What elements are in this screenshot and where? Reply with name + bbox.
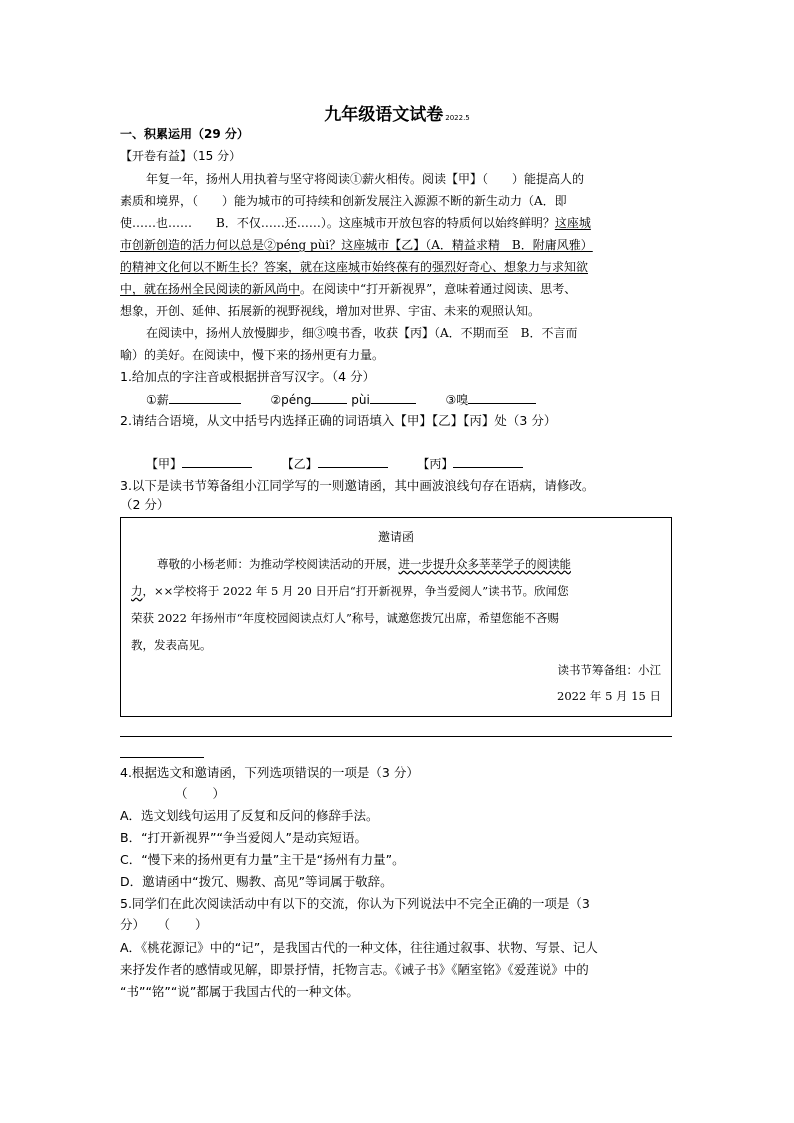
q1-blank-2[interactable] <box>311 391 347 404</box>
question-4: 4.根据选文和邀请函，下列选项错误的一项是（3 分） <box>120 765 419 780</box>
q2-label-bing: 【丙】 <box>417 457 454 471</box>
passage-line-2: 素质和境界，（ ）能为城市的可持续和创新发展注入源源不断的新生动力（A．即 <box>120 194 567 208</box>
q1-item-2: ②péng <box>270 393 312 407</box>
q4-option-a: A．选文划线句运用了反复和反问的修辞手法。 <box>120 808 379 823</box>
question-5-cont: 分） （ ） <box>120 917 208 932</box>
q1-blank-3[interactable] <box>370 391 416 404</box>
letter-line-3: 荣获 2022 年扬州市“年度校园阅读点灯人”称号，诚邀您拨冗出席，希望您能不吝赐 <box>131 611 559 625</box>
q5-option-a-line-1: A．《桃花源记》中的“记”，是我国古代的一种文体，往往通过叙事、状物、写景、记人 <box>120 940 598 955</box>
section-heading: 一、积累运用（29 分） <box>120 127 249 141</box>
passage-line-6 <box>120 281 576 297</box>
passage-line-7: 想象，开创、延伸、拓展新的视野视线，增加对世界、宇宙、未来的观照认知。 <box>120 304 541 318</box>
letter-wavy-sentence-end: 力 <box>131 584 143 598</box>
question-2: 2.请结合语境，从文中括号内选择正确的词语填入【甲】【乙】【丙】处（3 分） <box>120 413 557 428</box>
q4-option-d: D．邀请函中“拨冗、赐教、高见”等词属于敬辞。 <box>120 874 393 889</box>
q5-option-a-line-3: “书”“铭”“说”都属于我国古代的一种文体。 <box>120 984 359 999</box>
q2-blank-jia[interactable] <box>182 455 252 468</box>
passage-line-5: 的精神文化何以不断生长？答案，就在这座城市始终葆有的强烈好奇心、想象力与求知欲 <box>120 260 589 274</box>
q2-label-jia: 【甲】 <box>146 457 183 471</box>
question-2-answers <box>146 455 523 472</box>
short-divider-line <box>120 757 204 758</box>
letter-line-2 <box>131 583 569 599</box>
q2-label-yi: 【乙】 <box>281 457 318 471</box>
divider-line <box>120 736 672 737</box>
passage-line-3-text: 使……也…… B．不仅……还……）。这座城市开放包容的特质何以始终鲜明？ <box>120 216 555 230</box>
passage-line-1: 年复一年，扬州人用执着与坚守将阅读①薪火相传。阅读【甲】（ ）能提高人的 <box>146 172 585 186</box>
letter-title: 邀请函 <box>377 530 414 544</box>
q1-item-3: ③嗅 <box>445 393 469 407</box>
letter-line-1-a: 尊敬的小杨老师：为推动学校阅读活动的开展， <box>157 557 399 571</box>
q1-blank-4[interactable] <box>468 391 536 404</box>
q2-blank-yi[interactable] <box>318 455 388 468</box>
letter-wavy-sentence: 进一步提升众多莘莘学子的阅读能 <box>398 557 571 571</box>
page-title <box>0 100 794 125</box>
q1-blank-1[interactable] <box>169 391 241 404</box>
q2-blank-bing[interactable] <box>453 455 523 468</box>
passage-line-8: 在阅读中，扬州人放慢脚步，细③嗅书香，收获【丙】（A．不期而至 B．不言而 <box>146 326 578 340</box>
letter-line-2-rest: ，××学校将于 2022 年 5 月 20 日开启“打开新视界，争当爱阅人”读书节。欣闻您 <box>142 584 569 598</box>
question-3-score: （2 分） <box>120 497 170 512</box>
letter-line-1 <box>157 556 571 572</box>
subsection-heading: 【开卷有益】（15 分） <box>120 149 242 163</box>
passage-line-4: 市创新创造的活力何以总是②péng pùi？这座城市【乙】（A．精益求精 B．附庸风雅） <box>120 238 593 252</box>
question-1-answers <box>146 391 536 408</box>
question-4-paren[interactable]: （ ） <box>175 786 226 801</box>
question-1: 1.给加点的字注音或根据拼音写汉字。（4 分） <box>120 369 376 384</box>
q1-item-1: ①薪 <box>146 393 169 407</box>
passage-underlined-start: 这座城 <box>554 216 591 230</box>
invitation-letter-box <box>120 517 672 717</box>
q4-option-b: B．“打开新视界”“争当爱阅人”是动宾短语。 <box>120 830 367 845</box>
letter-date: 2022 年 5 月 15 日 <box>557 689 661 703</box>
passage-line-6-underlined: 中，就在扬州全民阅读的新风尚中 <box>120 282 301 296</box>
q5-option-a-line-2: 来抒发作者的感情或见解，即景抒情，托物言志。《诫子书》《陋室铭》《爱莲说》中的 <box>120 962 589 977</box>
q4-option-c: C．“慢下来的扬州更有力量”主干是“扬州有力量”。 <box>120 852 405 867</box>
passage-line-9: 喻）的美好。在阅读中，慢下来的扬州更有力量。 <box>120 348 385 362</box>
letter-signature: 读书节筹备组：小江 <box>557 663 661 677</box>
question-3: 3.以下是读书节筹备组小江同学写的一则邀请函，其中画波浪线句存在语病，请修改。 <box>120 478 595 493</box>
title-date: 2022.5 <box>445 114 470 122</box>
letter-line-4: 教，发表高见。 <box>131 638 212 652</box>
passage-line-6-rest: 。在阅读中“打开新视界”，意味着通过阅读、思考、 <box>300 282 577 296</box>
passage-line-3 <box>120 215 591 231</box>
q1-item-2b: pùi <box>351 393 370 407</box>
title-text: 九年级语文试卷 <box>324 105 444 125</box>
question-5: 5.同学们在此次阅读活动中有以下的交流，你认为下列说法中不完全正确的一项是（3 <box>120 896 590 911</box>
